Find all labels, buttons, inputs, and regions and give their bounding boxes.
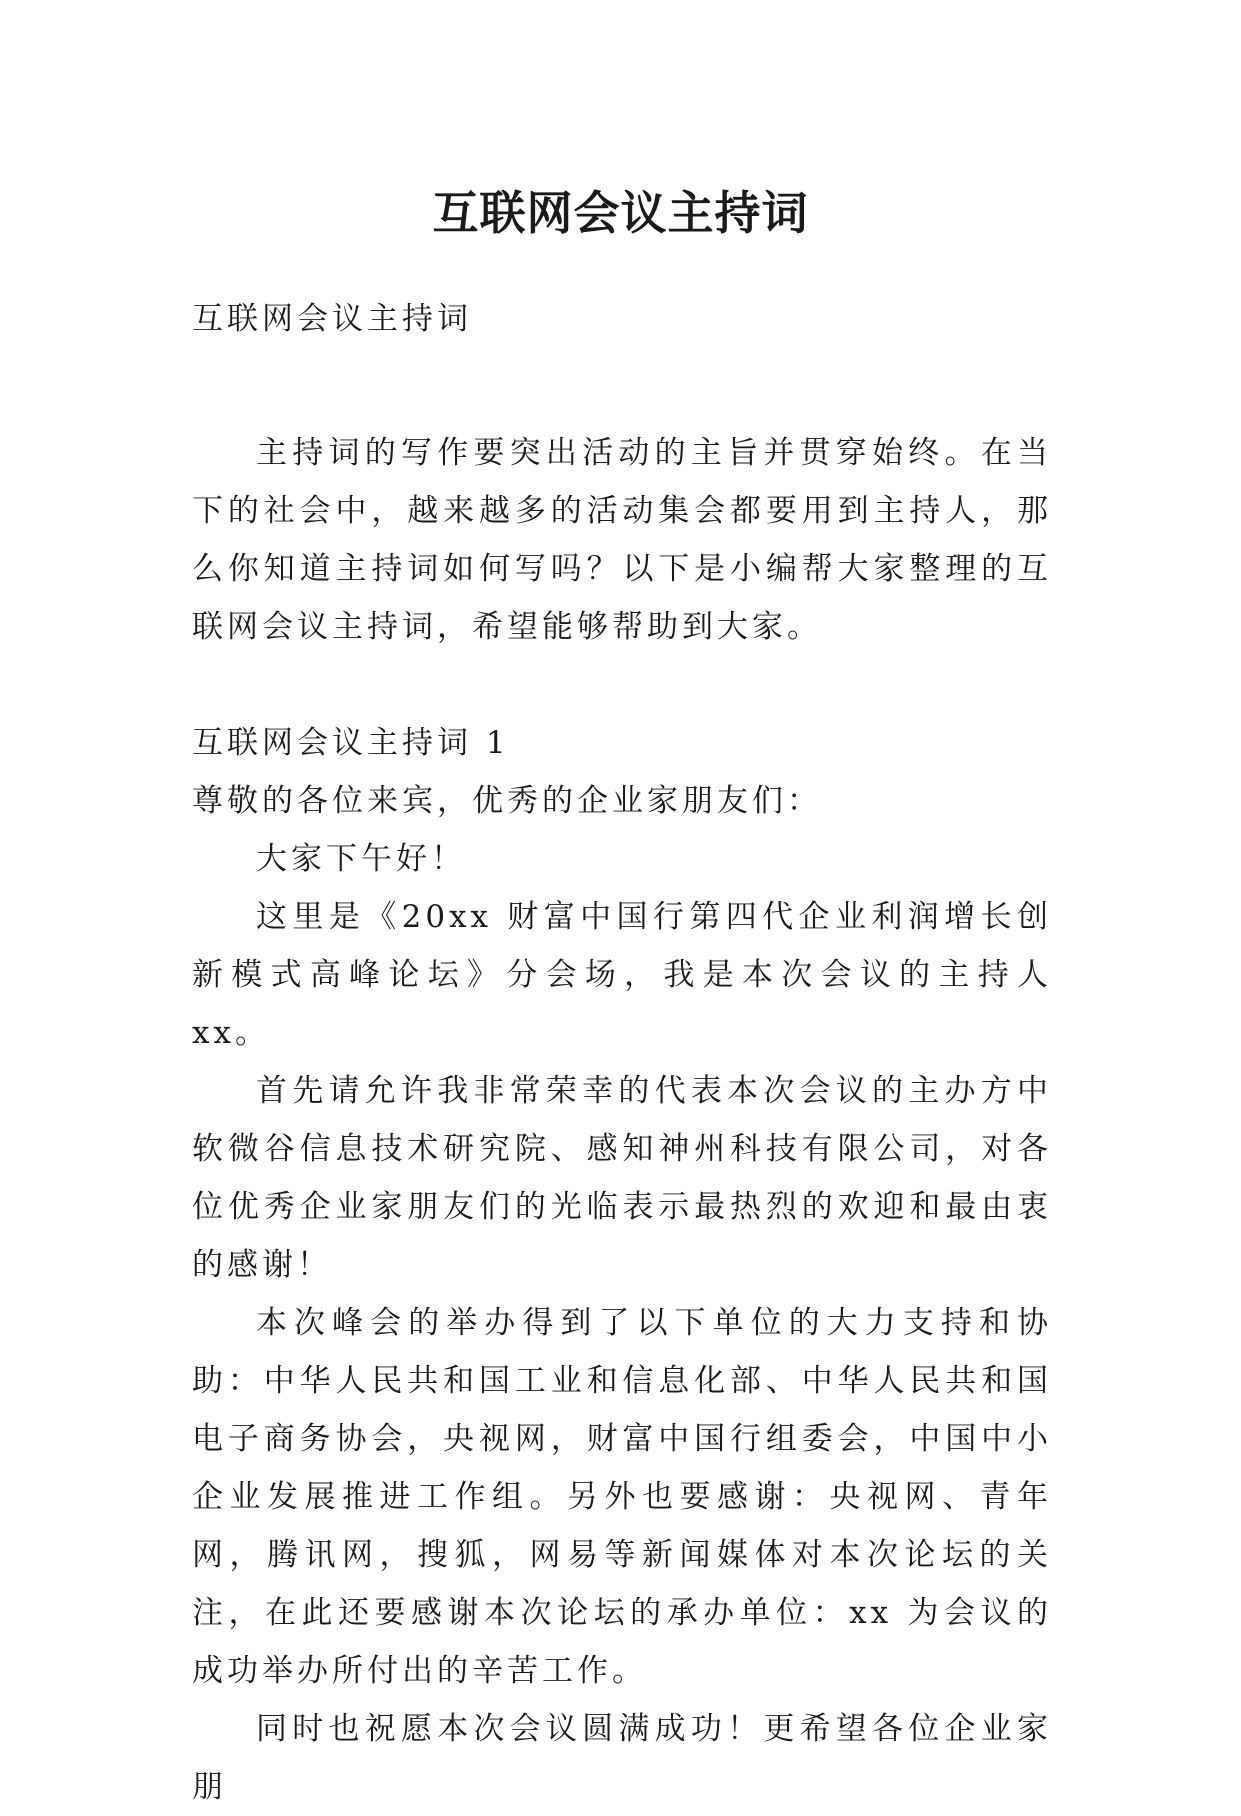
section-heading: 互联网会议主持词 1 bbox=[192, 725, 510, 761]
salutation: 尊敬的各位来宾，优秀的企业家朋友们： bbox=[192, 783, 822, 819]
spacer bbox=[192, 348, 1052, 424]
spacer bbox=[192, 656, 1052, 714]
thanks-paragraph: 本次峰会的举办得到了以下单位的大力支持和协助：中华人民共和国工业和信息化部、中华人民共和国电子商务协会，央视网，财富中国行组委会，中国中小企业发展推进工作组。另外也要感谢：央视网、青年网，腾讯网，搜狐，网易等新闻媒体对本次论坛的关注，在此还要感谢本次论坛的承办单位：xx 为会议的成功举办所付出的辛苦工作。 bbox=[192, 1305, 1052, 1689]
document-body bbox=[192, 290, 1052, 1816]
document-subtitle: 互联网会议主持词 bbox=[192, 301, 472, 337]
document-title: 互联网会议主持词 bbox=[432, 185, 809, 240]
greeting-paragraph: 大家下午好！ bbox=[256, 841, 466, 877]
welcome-paragraph: 首先请允许我非常荣幸的代表本次会议的主办方中软微谷信息技术研究院、感知神州科技有限公司，对各位优秀企业家朋友们的光临表示最热烈的欢迎和最由衷的感谢！ bbox=[192, 1073, 1052, 1283]
venue-paragraph: 这里是《20xx 财富中国行第四代企业利润增长创新模式高峰论坛》分会场，我是本次会议的主持人 xx。 bbox=[192, 899, 1052, 1051]
wish-paragraph: 同时也祝愿本次会议圆满成功！更希望各位企业家朋 bbox=[192, 1711, 1052, 1805]
intro-paragraph: 主持词的写作要突出活动的主旨并贯穿始终。在当下的社会中，越来越多的活动集会都要用到主持人，那么你知道主持词如何写吗？以下是小编帮大家整理的互联网会议主持词，希望能够帮助到大家。 bbox=[192, 435, 1052, 645]
